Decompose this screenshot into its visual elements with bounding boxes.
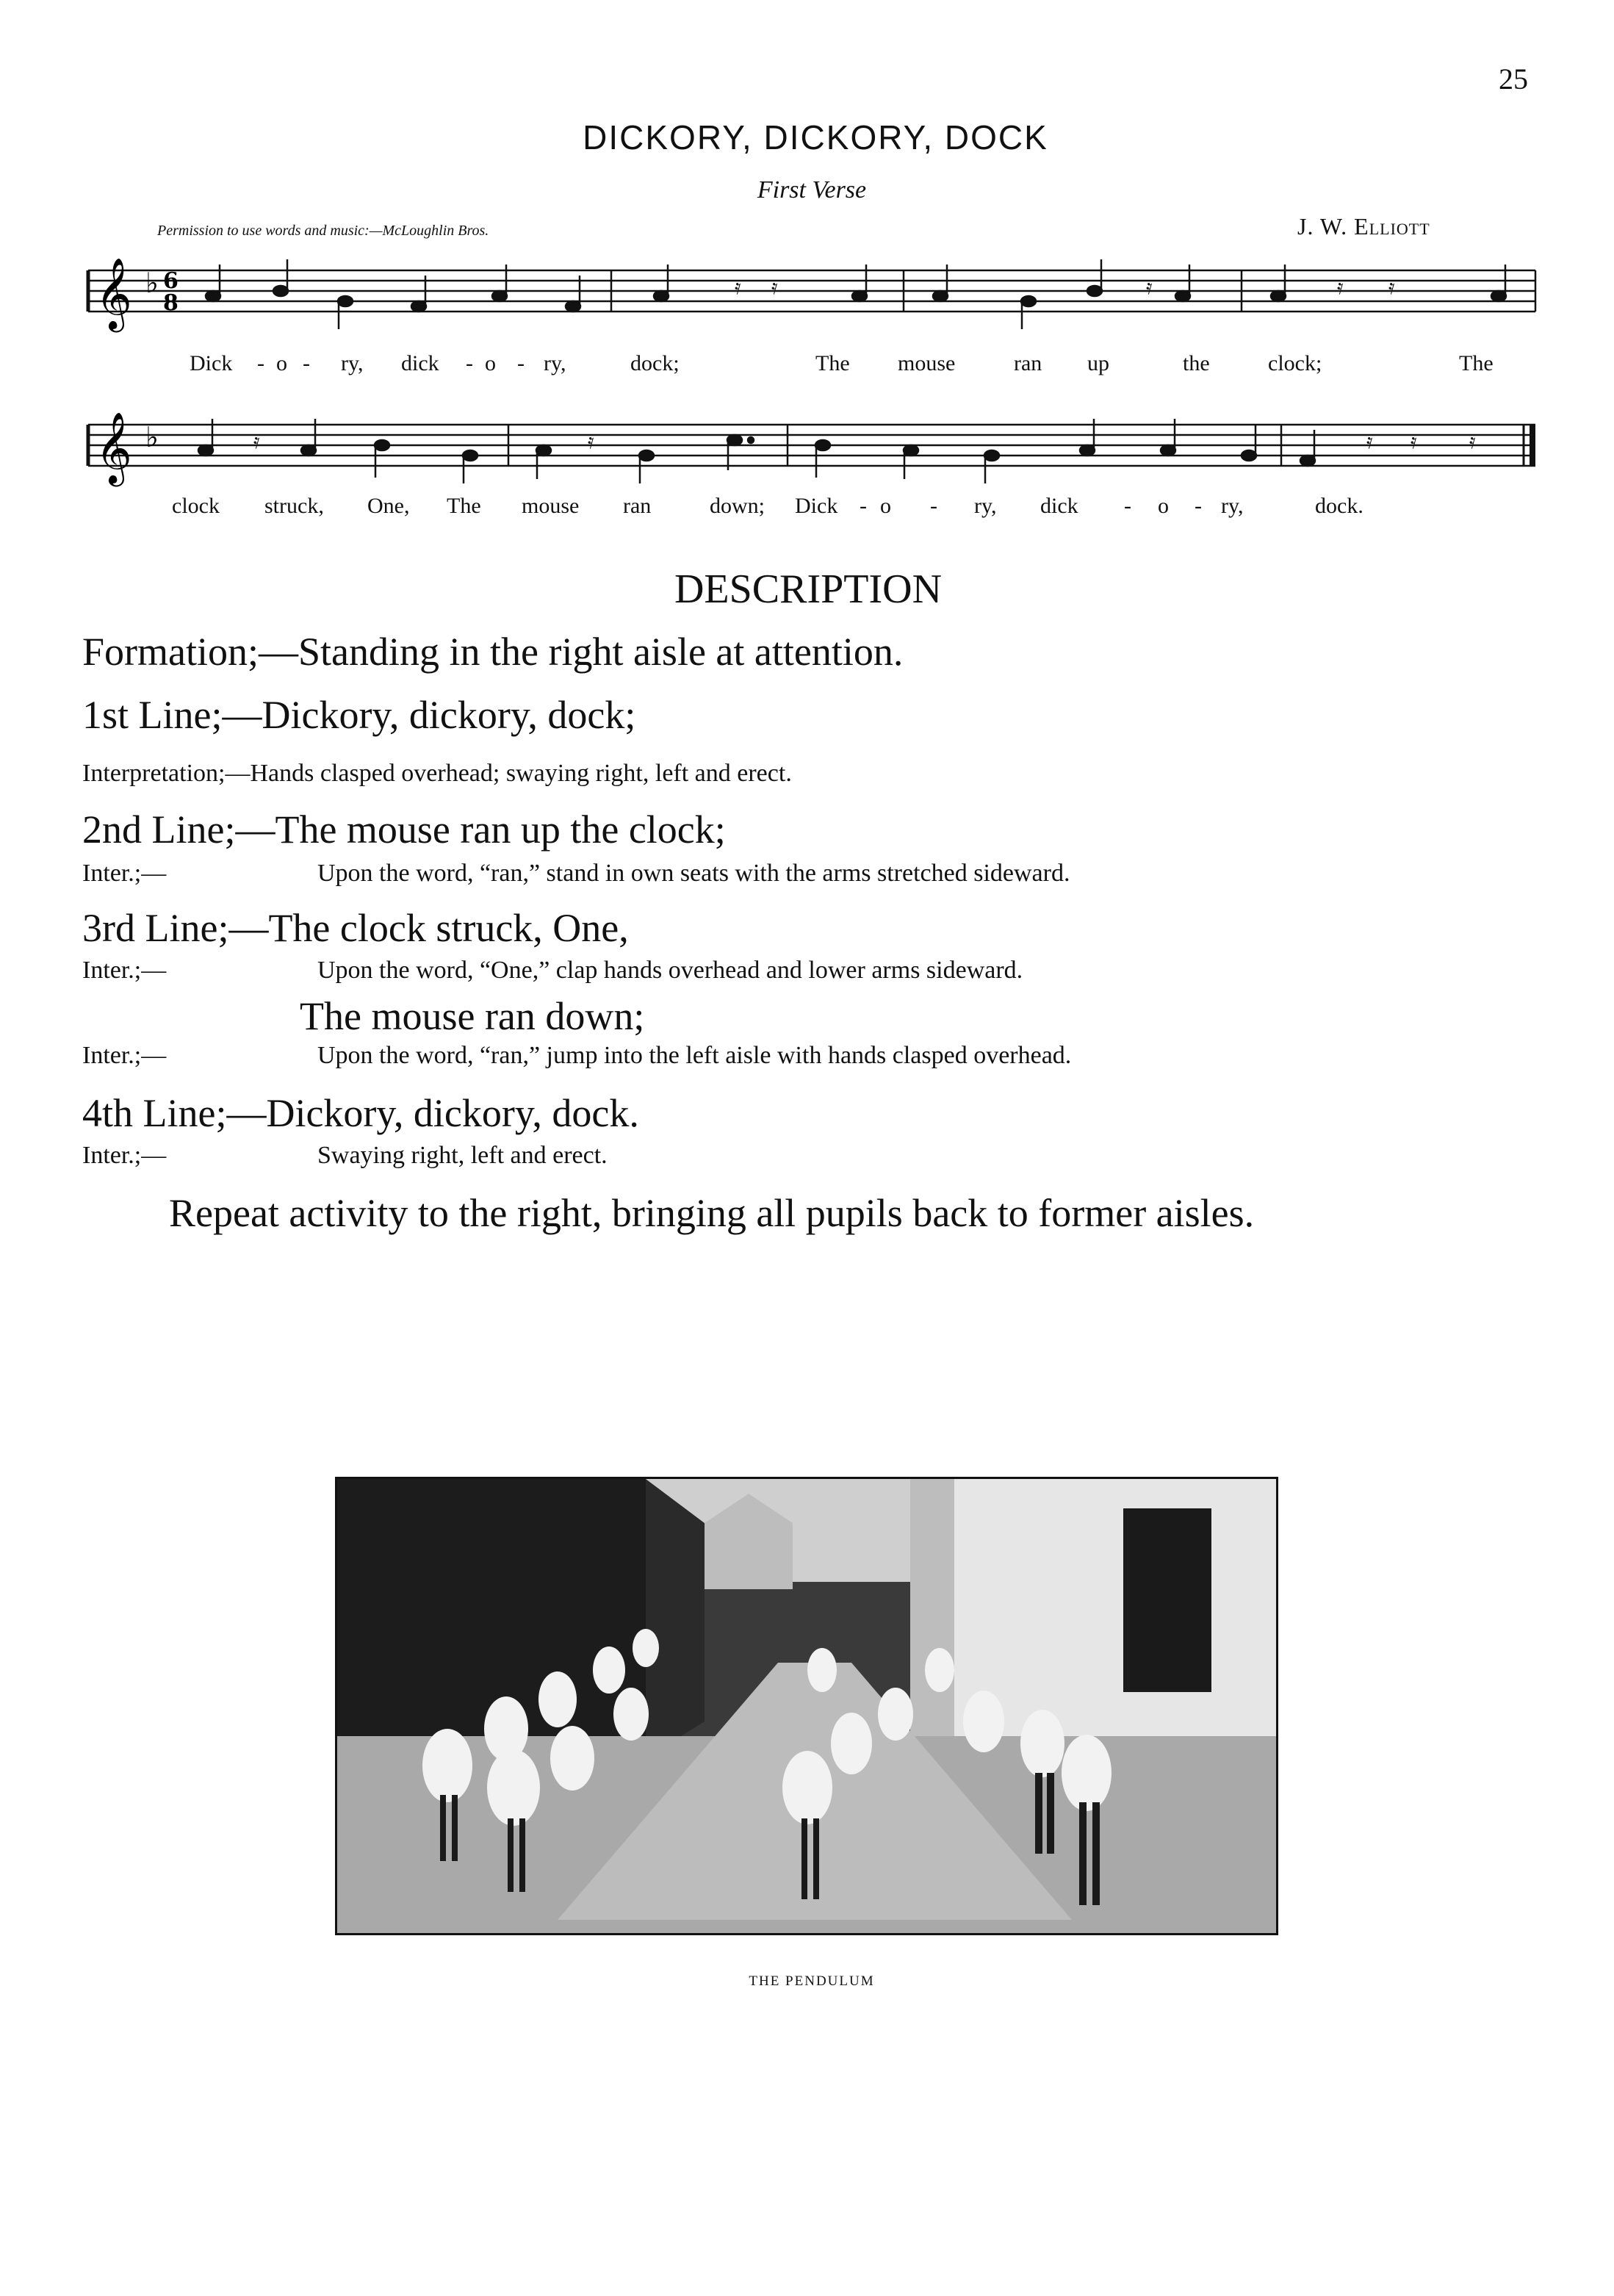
verse-label: First Verse <box>757 176 867 204</box>
music-staff-2 <box>73 397 1543 492</box>
inter-label: Inter.;— <box>82 1142 167 1169</box>
svg-text:𝄿: 𝄿 <box>1146 275 1153 299</box>
treble-clef-icon: 𝄞 <box>96 411 132 483</box>
svg-text:𝄿: 𝄿 <box>1388 275 1395 299</box>
composer-surname: Elliott <box>1354 213 1430 240</box>
lyric: up <box>1087 351 1109 375</box>
flat-icon: ♭ <box>145 267 159 299</box>
lyric: ry, <box>974 494 997 518</box>
lyric: - <box>860 494 867 518</box>
lyric: o <box>1158 494 1169 518</box>
music-staff-1 <box>73 242 1543 338</box>
svg-text:𝄿: 𝄿 <box>588 429 594 453</box>
permission-note: Permission to use words and music:—McLoughlin Bros. <box>157 223 489 239</box>
lyric: ry, <box>544 351 566 375</box>
lyric: One, <box>367 494 410 518</box>
lyric: o <box>276 351 287 375</box>
lyric: Dick <box>190 351 233 375</box>
interpretation-3b: Upon the word, “ran,” jump into the left aisle with hands clasped overhead. <box>317 1042 1072 1069</box>
lyric: - <box>1124 494 1131 518</box>
svg-text:𝄿: 𝄿 <box>1337 275 1344 299</box>
inter-label: Inter.;— <box>82 957 167 984</box>
line-3: 3rd Line;—The clock struck, One, <box>82 906 629 950</box>
lyric: The <box>815 351 850 375</box>
lyric: mouse <box>522 494 580 518</box>
lyric: o <box>880 494 891 518</box>
svg-text:𝄿: 𝄿 <box>1411 429 1417 453</box>
interpretation-4: Swaying right, left and erect. <box>317 1142 608 1169</box>
lyric: ran <box>623 494 652 518</box>
line-4: 4th Line;—Dickory, dickory, dock. <box>82 1091 639 1135</box>
line-1: 1st Line;—Dickory, dickory, dock; <box>82 693 636 737</box>
lyric: struck, <box>264 494 324 518</box>
svg-text:𝄿: 𝄿 <box>735 275 741 299</box>
lyric: dock. <box>1315 494 1363 518</box>
lyric: dock; <box>630 351 680 375</box>
lyric: - <box>1195 494 1202 518</box>
lyric: - <box>930 494 937 518</box>
lyric: dick <box>401 351 439 375</box>
line-3b: The mouse ran down; <box>300 994 645 1038</box>
line-2: 2nd Line;—The mouse ran up the clock; <box>82 807 726 852</box>
composer <box>1297 213 1430 240</box>
lyric: o <box>485 351 496 375</box>
lyric: The <box>1459 351 1494 375</box>
composer-initials: J. W. <box>1297 213 1348 240</box>
lyric: dick <box>1040 494 1078 518</box>
lyric: clock; <box>1268 351 1322 375</box>
lyric: - <box>303 351 310 375</box>
song-title: DICKORY, DICKORY, DOCK <box>583 118 1048 156</box>
inter-label: Inter.;— <box>82 1042 167 1069</box>
interpretation-2: Upon the word, “ran,” stand in own seats with the arms stretched sideward. <box>317 860 1070 887</box>
treble-clef-icon: 𝄞 <box>96 257 132 329</box>
lyric: clock <box>172 494 220 518</box>
page-number: 25 <box>1499 62 1528 96</box>
lyric: the <box>1183 351 1210 375</box>
lyric: - <box>257 351 264 375</box>
svg-text:𝄿: 𝄿 <box>1366 429 1373 453</box>
svg-text:𝄿: 𝄿 <box>1469 429 1476 453</box>
lyric: - <box>517 351 525 375</box>
repeat-instruction: Repeat activity to the right, bringing all pupils back to former aisles. <box>169 1191 1255 1235</box>
time-signature-bottom: 8 <box>163 290 179 316</box>
photograph-image <box>337 1479 1276 1933</box>
lyric: - <box>466 351 473 375</box>
lyric: ry, <box>1221 494 1244 518</box>
description-heading: DESCRIPTION <box>674 566 943 612</box>
time-signature-top: 6 <box>163 268 179 294</box>
flat-icon: ♭ <box>145 421 159 453</box>
lyric: The <box>447 494 481 518</box>
lyric: mouse <box>898 351 956 375</box>
formation-line: Formation;—Standing in the right aisle at attention. <box>82 630 904 674</box>
lyric: ran <box>1014 351 1042 375</box>
svg-text:𝄿: 𝄿 <box>771 275 778 299</box>
inter-label: Inter.;— <box>82 860 167 887</box>
photo-caption: THE PENDULUM <box>749 1973 875 1989</box>
svg-text:𝄿: 𝄿 <box>253 429 260 453</box>
photograph <box>335 1477 1278 1935</box>
lyric: Dick <box>795 494 838 518</box>
interpretation-1: Interpretation;—Hands clasped overhead; swaying right, left and erect. <box>82 760 792 787</box>
lyric: ry, <box>341 351 364 375</box>
interpretation-3: Upon the word, “One,” clap hands overhead and lower arms sideward. <box>317 957 1023 984</box>
lyric: down; <box>710 494 765 518</box>
